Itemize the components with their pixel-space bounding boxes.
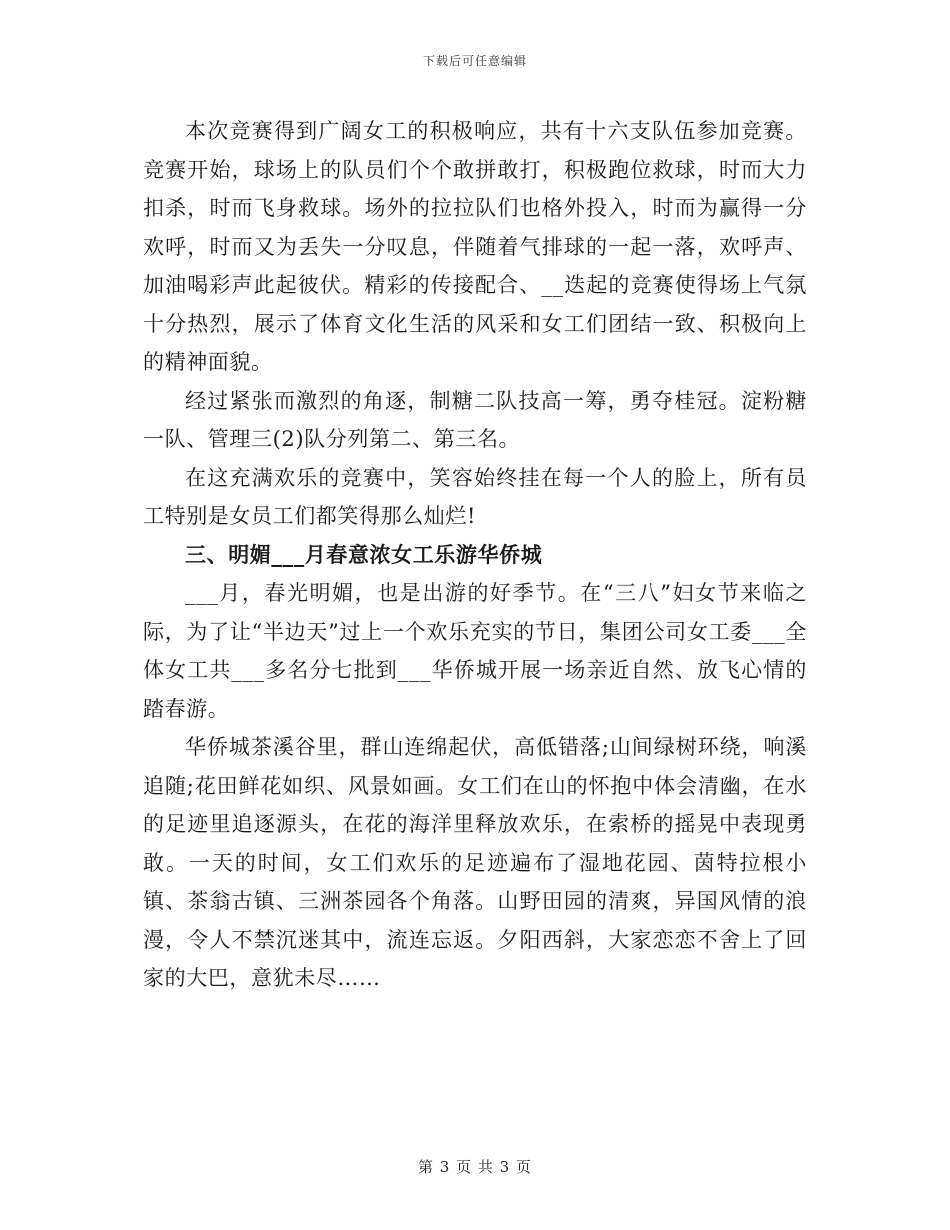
paragraph-competition-joy: 在这充满欢乐的竞赛中，笑容始终挂在每一个人的脸上，所有员工特别是女员工们都笑得那么灿烂!: [143, 465, 807, 528]
paragraph-spring-outing-intro: ___月，春光明媚，也是出游的好季节。在“三八”妇女节来临之际，为了让“半边天”过上一个欢乐充实的节日，集团公司女工委___全体女工共___多名分七批到___华侨城开展一场亲近自然、放飞心情的踏春游。: [143, 581, 807, 721]
paragraph-competition-results: 经过紧张而激烈的角逐，制糖二队技高一筹，勇夺桂冠。淀粉糖一队、管理三(2)队分列第二、第三名。: [143, 388, 807, 451]
paragraph-competition-overview: 本次竞赛得到广阔女工的积极响应，共有十六支队伍参加竞赛。竞赛开始，球场上的队员们个个敢拼敢打，积极跑位救球，时而大力扣杀，时而飞身救球。场外的拉拉队们也格外投入，时而为赢得一分欢呼，时而又为丢失一分叹息，伴随着气排球的一起一落，欢呼声、加油喝彩声此起彼伏。精彩的传接配合、__迭起的竞赛使得场上气氛十分热烈，展示了体育文化生活的风采和女工们团结一致、积极向上的精神面貌。: [143, 119, 807, 374]
document-body: [143, 112, 807, 998]
page-number-footer: 第 3 页 共 3 页: [418, 1158, 532, 1176]
section-heading: 三、明媚___月春意浓女工乐游华侨城: [185, 541, 543, 567]
paragraph-spring-outing-details: 华侨城茶溪谷里，群山连绵起伏，高低错落;山间绿树环绕，响溪追随;花田鲜花如织、风景如画。女工们在山的怀抱中体会清幽，在水的足迹里追逐源头，在花的海洋里释放欢乐，在索桥的摇晃中表现勇敢。一天的时间，女工们欢乐的足迹遍布了湿地花园、茵特拉根小镇、茶翁古镇、三洲茶园各个角落。山野田园的清爽，异国风情的浪漫，令人不禁沉迷其中，流连忘返。夕阳西斜，大家恋恋不舍上了回家的大巴，意犹未尽……: [143, 735, 807, 990]
page-header: 下载后可任意编辑: [422, 54, 527, 68]
